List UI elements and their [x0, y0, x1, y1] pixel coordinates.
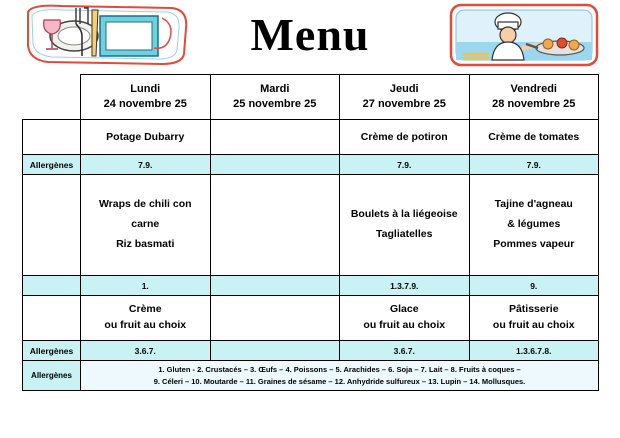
soup-allergens-row [23, 155, 599, 175]
main-line: Pommes vapeur [493, 237, 575, 250]
soup-row-label [23, 120, 81, 155]
dessert-jeudi [340, 296, 470, 341]
page-title: Menu [250, 9, 370, 60]
main-vendredi [469, 175, 599, 276]
soup-lundi: Potage Dubarry [81, 120, 211, 155]
main-allergens-row [23, 276, 599, 296]
day-date: 25 novembre 25 [233, 98, 317, 110]
dessert-line: ou fruit au choix [363, 319, 446, 331]
day-header-lundi [81, 75, 211, 120]
day-name: Mardi [260, 83, 290, 96]
allergen-legend [81, 361, 599, 391]
main-lundi [81, 175, 211, 276]
day-header-vendredi [469, 75, 599, 120]
day-date: 28 novembre 25 [492, 98, 576, 110]
main-jeudi [340, 175, 470, 276]
main-allergens-label [23, 276, 81, 296]
soup-row [23, 120, 599, 155]
table-header-row [23, 75, 599, 120]
main-allergens-vendredi: 9. [469, 276, 599, 296]
main-mardi [210, 175, 340, 276]
dessert-row-label [23, 296, 81, 341]
main-allergens-lundi: 1. [81, 276, 211, 296]
menu-table [22, 74, 599, 391]
dessert-vendredi [469, 296, 599, 341]
corner-cell [23, 75, 81, 120]
soup-allergens-vendredi: 7.9. [469, 155, 599, 175]
day-header-jeudi [340, 75, 470, 120]
soup-allergens-mardi [210, 155, 340, 175]
main-line: Wraps de chili con [98, 198, 192, 211]
day-name: Vendredi [510, 83, 557, 96]
allergens-label: Allergènes [23, 155, 81, 175]
legend-line-2: 9. Céleri – 10. Moutarde – 11. Graines de sésame – 12. Anhydride sulfureux – 13. Lupin – 14. Mollusques. [153, 376, 526, 386]
legend-line-1: 1. Gluten - 2. Crustacés – 3. Œufs – 4. Poissons – 5. Arachides – 6. Soja – 7. Lait – 8. Fruits à coques – [158, 365, 521, 374]
dessert-allergens-vendredi: 1.3.6.7.8. [469, 341, 599, 361]
allergens-label: Allergènes [23, 341, 81, 361]
soup-mardi [210, 120, 340, 155]
dessert-line: Pâtisserie [508, 303, 559, 316]
main-line: Tajine d'agneau [494, 198, 573, 211]
main-dish-row [23, 175, 599, 276]
day-date: 24 novembre 25 [103, 98, 187, 110]
dessert-lundi [81, 296, 211, 341]
allergens-label: Allergènes [23, 361, 81, 391]
soup-jeudi: Crème de potiron [340, 120, 470, 155]
soup-vendredi: Crème de tomates [469, 120, 599, 155]
main-allergens-mardi [210, 276, 340, 296]
main-line: Riz basmati [116, 237, 175, 250]
dessert-row [23, 296, 599, 341]
allergen-legend-row [23, 361, 599, 391]
main-line: carne [131, 218, 160, 231]
main-line: Boulets à la liégeoise [350, 208, 458, 221]
dessert-allergens-jeudi: 3.6.7. [340, 341, 470, 361]
soup-allergens-jeudi: 7.9. [340, 155, 470, 175]
day-name: Jeudi [389, 83, 419, 96]
day-date: 27 novembre 25 [362, 98, 446, 110]
main-allergens-jeudi: 1.3.7.9. [340, 276, 470, 296]
dessert-line: ou fruit au choix [104, 319, 187, 331]
dessert-line: Glace [389, 303, 419, 316]
dessert-allergens-lundi: 3.6.7. [81, 341, 211, 361]
dessert-allergens-row [23, 341, 599, 361]
page-header [0, 0, 620, 70]
main-row-label [23, 175, 81, 276]
table-setting-icon [22, 2, 194, 68]
dessert-line: ou fruit au choix [492, 319, 575, 331]
dessert-mardi [210, 296, 340, 341]
dessert-line: Crème [128, 303, 162, 316]
main-line: & légumes [507, 218, 561, 231]
soup-allergens-lundi: 7.9. [81, 155, 211, 175]
dessert-allergens-mardi [210, 341, 340, 361]
main-line: Tagliatelles [376, 228, 433, 240]
chef-cooking-icon [448, 2, 600, 68]
day-header-mardi [210, 75, 340, 120]
day-name: Lundi [130, 83, 161, 96]
